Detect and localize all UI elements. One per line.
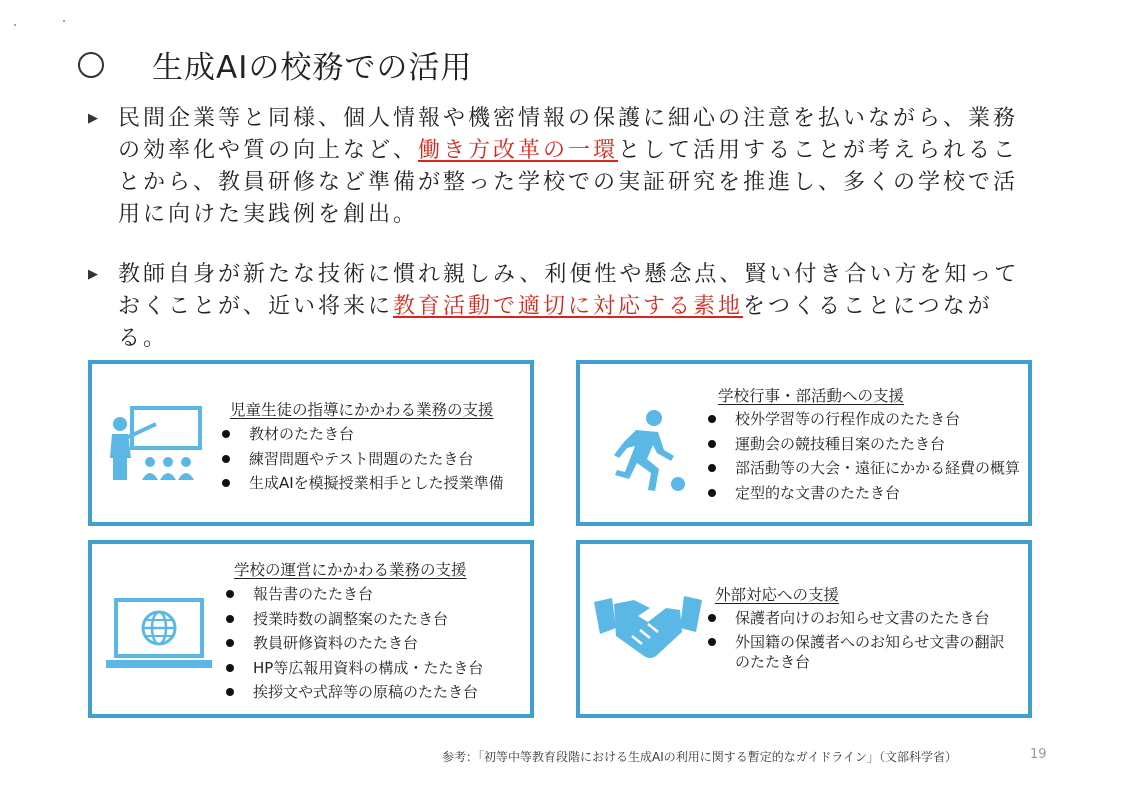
list-item: 教材のたたき台 — [222, 422, 504, 447]
bullet-text — [118, 103, 1038, 231]
box-school-operations — [88, 540, 534, 718]
list-item: 授業時数の調整案のたたき台 — [226, 607, 483, 632]
box-student-guidance — [88, 360, 534, 526]
list-item: 部活動等の大会・遠征にかかる経費の概算 — [708, 456, 1020, 481]
box-title: 学校の運営にかかわる業務の支援 — [234, 561, 467, 579]
text-segment: をつくることにつながる。 — [118, 294, 993, 351]
box-title: 児童生徒の指導にかかわる業務の支援 — [230, 401, 494, 419]
list-item: 校外学習等の行程作成のたたき台 — [708, 407, 1020, 432]
list-item: 教員研修資料のたたき台 — [226, 631, 483, 656]
box-item-list — [708, 407, 1020, 505]
list-item: 外国籍の保護者へのお知らせ文書の翻訳のたたき台 — [708, 632, 1008, 672]
box-item-list — [222, 422, 504, 496]
title-circle-icon — [78, 52, 104, 78]
box-title: 外部対応への支援 — [715, 586, 840, 604]
text-segment: 教師自身が新たな技術に慣れ親しみ、利便性や懸念点、賢い付き合い方を知っておくことが、近い将来に — [118, 262, 1020, 319]
list-item: 定型的な文書のたたき台 — [708, 481, 1020, 506]
box-item-list — [226, 582, 483, 705]
box-external-relations — [576, 540, 1032, 718]
emphasis-text: 教育活動で適切に対応する素地 — [393, 294, 744, 319]
list-item: 練習問題やテスト問題のたたき台 — [222, 447, 504, 472]
box-school-events — [576, 360, 1032, 526]
soccer-player-icon — [602, 408, 692, 496]
list-item: 運動会の競技種目案のたたき台 — [708, 432, 1020, 457]
triangle-bullet-icon: ▶ — [88, 111, 98, 126]
slide-title-text: 生成AIの校務での活用 — [152, 50, 473, 86]
list-item: 挨拶文や式辞等の原稿のたたき台 — [226, 680, 483, 705]
slide-title — [78, 42, 472, 87]
text-segment: として活用することが考えられることから、教員研修など準備が整った学校での実証研究を推進し、多くの学校で活用に向けた実践例を創出。 — [118, 138, 1019, 227]
bullet-list — [88, 103, 1038, 355]
handshake-icon — [592, 592, 704, 664]
reference-note: 参考：「初等中等教育段階における生成AIの利用に関する暫定的なガイドライン」（文部科学省） — [442, 750, 958, 764]
text-segment: 民間企業等と同様、個人情報や機密情報の保護に細心の注意を払いながら、業務の効率化や質の向上など、 — [118, 106, 1019, 163]
list-item: 保護者向けのお知らせ文書のたたき台 — [708, 608, 1008, 628]
triangle-bullet-icon: ▶ — [88, 267, 98, 282]
list-item: HP等広報用資料の構成・たたき台 — [226, 656, 483, 681]
box-item-list — [708, 608, 1008, 676]
bullet-paragraph-1 — [88, 103, 1038, 231]
laptop-globe-icon — [104, 596, 214, 672]
bullet-paragraph-2 — [88, 259, 1038, 355]
bullet-text — [118, 259, 1038, 355]
list-item: 生成AIを模擬授業相手とした授業準備 — [222, 471, 504, 496]
teacher-classroom-icon — [108, 404, 204, 490]
list-item: 報告書のたたき台 — [226, 582, 483, 607]
page-number: 19 — [1030, 747, 1047, 762]
box-title: 学校行事・部活動への支援 — [718, 387, 905, 405]
emphasis-text: 働き方改革の一環 — [418, 138, 619, 163]
